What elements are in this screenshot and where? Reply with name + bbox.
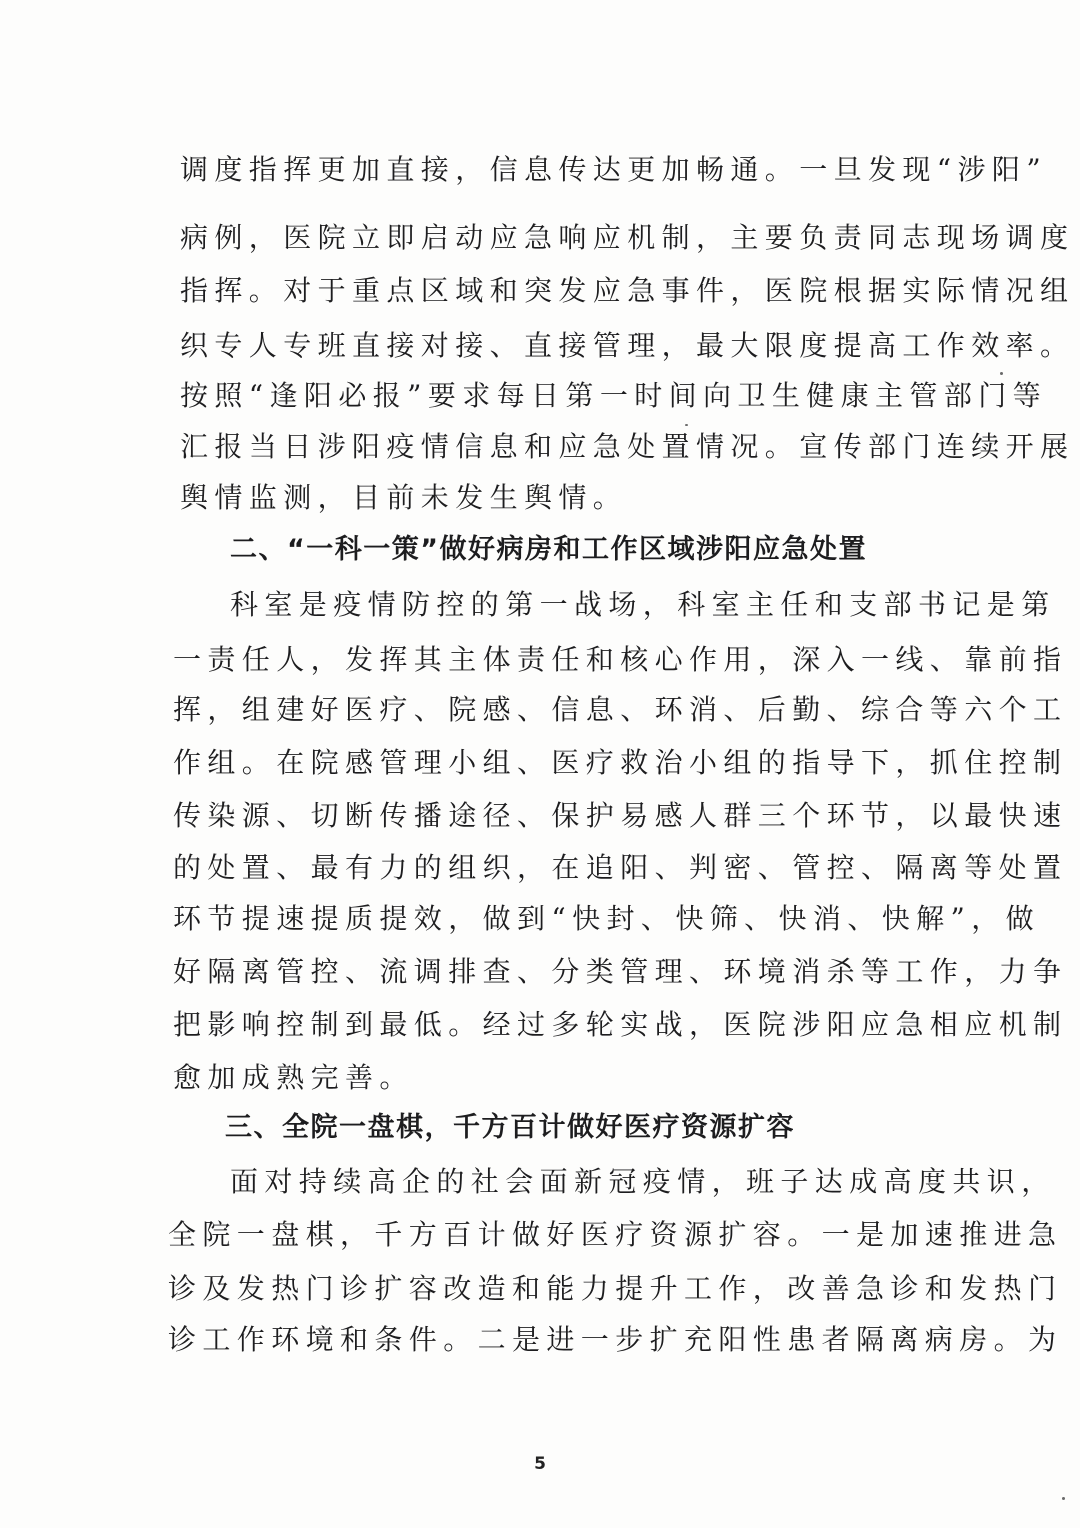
body-line: 汇报当日涉阳疫情信息和应急处置情况。宣传部门连续开展 <box>180 430 1075 463</box>
body-line: 一责任人，发挥其主体责任和核心作用，深入一线、靠前指 <box>173 643 1068 676</box>
scan-speck <box>1062 1497 1065 1500</box>
section-heading-2: 二、“一科一策”做好病房和工作区域涉阳应急处置 <box>230 534 867 565</box>
body-line: 好隔离管控、流调排查、分类管理、环境消杀等工作，力争 <box>173 955 1068 988</box>
body-line: 舆情监测，目前未发生舆情。 <box>180 481 628 514</box>
body-line: 全院一盘棋，千方百计做好医疗资源扩容。一是加速推进急 <box>168 1218 1063 1251</box>
body-line: 诊工作环境和条件。二是进一步扩充阳性患者隔离病房。为 <box>168 1323 1063 1356</box>
body-line: 科室是疫情防控的第一战场，科室主任和支部书记是第 <box>230 588 1056 621</box>
body-line: 指挥。对于重点区域和突发应急事件，医院根据实际情况组 <box>180 274 1075 307</box>
scan-speck <box>1000 372 1003 375</box>
body-line: 病例，医院立即启动应急响应机制，主要负责同志现场调度 <box>180 221 1075 254</box>
body-line: 的处置、最有力的组织，在追阳、判密、管控、隔离等处置 <box>173 851 1068 884</box>
scan-speck <box>685 424 688 426</box>
body-line: 把影响控制到最低。经过多轮实战，医院涉阳应急相应机制 <box>173 1008 1068 1041</box>
body-line: 织专人专班直接对接、直接管理，最大限度提高工作效率。 <box>180 329 1075 362</box>
body-line: 传染源、切断传播途径、保护易感人群三个环节，以最快速 <box>173 799 1068 832</box>
page-number: 5 <box>534 1454 546 1474</box>
section-heading-3: 三、全院一盘棋，千方百计做好医疗资源扩容 <box>225 1112 795 1143</box>
body-line: 环节提速提质提效，做到“快封、快筛、快消、快解”，做 <box>173 902 1041 935</box>
body-line: 面对持续高企的社会面新冠疫情，班子达成高度共识， <box>230 1165 1056 1198</box>
body-line: 调度指挥更加直接，信息传达更加畅通。一旦发现“涉阳” <box>180 153 1048 186</box>
body-line: 作组。在院感管理小组、医疗救治小组的指导下，抓住控制 <box>173 746 1068 779</box>
body-line: 愈加成熟完善。 <box>173 1061 414 1094</box>
body-line: 挥，组建好医疗、院感、信息、环消、后勤、综合等六个工 <box>173 693 1068 726</box>
body-line: 按照“逢阳必报”要求每日第一时间向卫生健康主管部门等 <box>180 379 1048 412</box>
body-line: 诊及发热门诊扩容改造和能力提升工作，改善急诊和发热门 <box>168 1272 1063 1305</box>
